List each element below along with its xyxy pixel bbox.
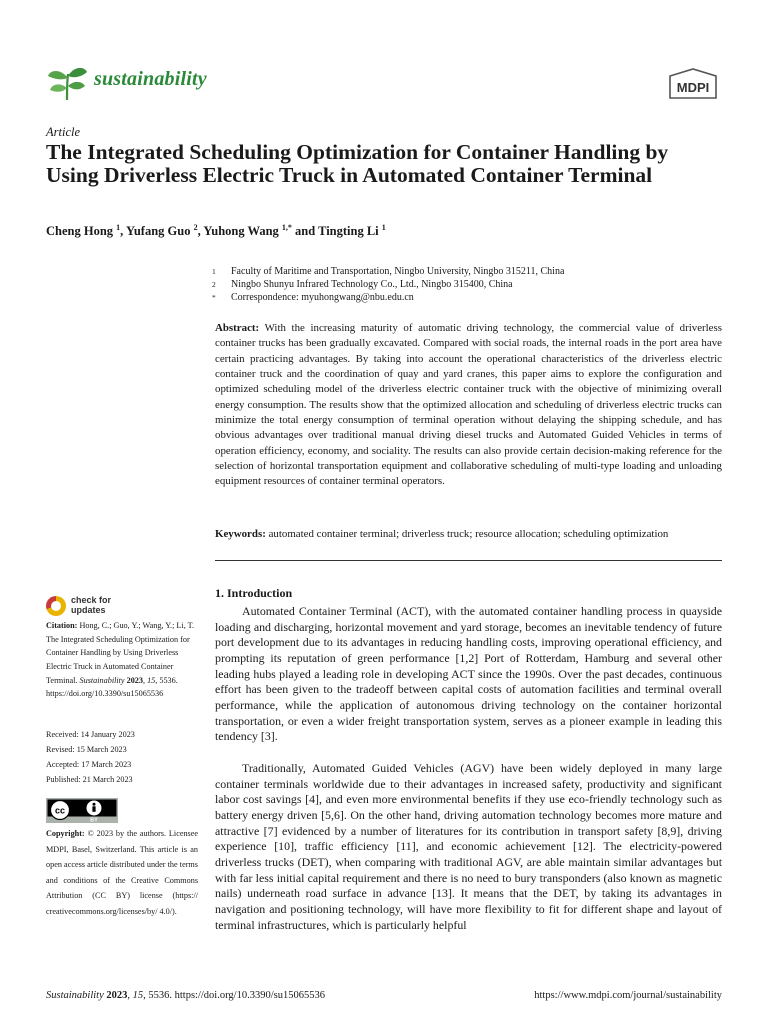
mdpi-logo-icon[interactable]	[664, 68, 722, 102]
copyright-text: © 2023 by the authors. Licensee MDPI, Basel, Switzerland. This article is an open access article distributed under the terms and conditions of the Creative Commons Attribution (CC BY) license (https:// creativecommons.org/licenses/by/ 4.0/).	[46, 829, 199, 916]
correspondence-row	[212, 291, 414, 304]
article-title: The Integrated Scheduling Optimization for Container Handling by Using Driverless Electric Truck in Automated Container Terminal	[46, 140, 669, 187]
footer-year: 2023	[106, 990, 128, 1001]
cc-badge-text: BY	[90, 817, 98, 823]
received-date: Received: 14 January 2023	[46, 730, 135, 739]
author-affiliation-mark: 1	[381, 222, 386, 232]
svg-text:cc: cc	[54, 805, 66, 816]
keywords	[215, 527, 722, 542]
footer-doi[interactable]: , 5536. https://doi.org/10.3390/su15065536	[143, 990, 325, 1001]
author-separator: ,	[120, 224, 126, 238]
sustainability-logo-icon	[46, 64, 88, 102]
affiliation-mark: 2	[212, 280, 216, 289]
keywords-text: automated container terminal; driverless truck; resource allocation; scheduling optimization	[268, 528, 669, 540]
author-list	[46, 224, 386, 239]
journal-name[interactable]: sustainability	[94, 68, 207, 90]
author-separator: and	[291, 224, 319, 238]
keywords-label: Keywords:	[215, 528, 266, 540]
published-date: Published: 21 March 2023	[46, 775, 133, 784]
creative-commons-license-icon[interactable]	[46, 798, 118, 823]
citation-year: 2023	[126, 675, 143, 685]
check-for-updates-line2: updates	[71, 605, 106, 615]
abstract-label: Abstract:	[215, 322, 260, 334]
mdpi-logo-text: MDPI	[676, 80, 710, 95]
check-for-updates-button[interactable]	[46, 594, 136, 618]
section-heading: 1. Introduction	[215, 586, 293, 600]
author-affiliation-mark: 1,*	[281, 222, 292, 232]
author-affiliation-mark: 1	[116, 222, 121, 232]
author-name[interactable]: Cheng Hong	[46, 224, 114, 238]
section-divider	[215, 560, 722, 561]
citation-volume: 15	[147, 675, 156, 685]
citation: Citation: Hong, C.; Guo, Y.; Wang, Y.; Li, T. The Integrated Scheduling Optimization for Container Handling by Using Driverless Electric Truck in Automated Container Terminal. Sustainability 2023, 15, 5536. https://doi.org/10.3390/su15065536	[46, 621, 195, 699]
author-name[interactable]: Yufang Guo	[125, 224, 191, 238]
footer-journal: Sustainability	[46, 990, 104, 1001]
affiliation-row	[212, 265, 564, 278]
check-for-updates-line1: check for	[71, 595, 112, 605]
check-for-updates-label	[71, 595, 111, 615]
abstract-text: With the increasing maturity of automatic driving technology, the commercial value of driverless container trucks has been gradually excavated. Compared with social roads, the internal roads in the port area have certain practicing advantages. By taking into account the operational characteristics of the driverless electric container truck and the coordination of quay and yard cranes, this paper aims to explore the configuration and optimized scheduling model of the driverless electric container truck with the objective of minimizing overall energy consumption. The results show that the optimized allocation and scheduling of driverless electric trucks can minimize the total energy consumption of terminal operation without delaying the shipping schedule, and has obvious advantages over traditional manual driving diesel trucks and Automated Guided Vehicles in terms of operation efficiency, economy, and sociality. The results can also provide certain decision-making reference for the selection of horizontal transportation equipment and collaborative scheduling of multi-type loading and unloading equipment resources of container terminal operators.	[215, 322, 722, 488]
citation-doi[interactable]: , 5536. https://doi.org/10.3390/su15065536	[46, 675, 178, 699]
footer-citation: Sustainability 2023, 15, 5536. https://doi.org/10.3390/su15065536	[46, 990, 325, 1001]
correspondence-text[interactable]: Correspondence: myuhongwang@nbu.edu.cn	[231, 292, 414, 303]
author-name[interactable]: Tingting Li	[318, 224, 379, 238]
affiliation-text: Faculty of Maritime and Transportation, Ningbo University, Ningbo 315211, China	[231, 266, 565, 277]
footer-volume: 15	[132, 990, 144, 1001]
author-name[interactable]: Yuhong Wang	[203, 224, 279, 238]
author-affiliation-mark: 2	[193, 222, 198, 232]
check-for-updates-icon	[46, 596, 66, 616]
copyright-notice	[46, 826, 198, 920]
body-paragraph: Automated Container Terminal (ACT), with the automated container handling process in quayside loading and discharging, horizontal movement and yard storage, becomes an inevitable tendency of future port development due to its advantages in reducing handling costs, improving operational efficiency, and prompting its reputation of green performance [1,2] Port of Rotterdam, Hamburg and several other leading hubs played a leading role in developing ACT since the 1990s. Over the past decades, continuous effort has been given to the tradeoff between capital costs of automation facilities and terminal overall performance, while the application of autonomous driving technology on the container horizontal transportation, or even a wider freight transportation system, serves as a pioneer example in leading this tendency [3].	[215, 604, 722, 744]
author-separator: ,	[197, 224, 204, 238]
copyright-label: Copyright:	[46, 829, 85, 838]
abstract	[215, 321, 722, 490]
affiliation-mark: *	[212, 293, 216, 302]
body-paragraph: Traditionally, Automated Guided Vehicles (AGV) have been widely deployed in many large container terminals worldwide due to their advantages in increased safety, productivity and significant labor cost savings [4], and even more environmental benefits if they use eco-friendly technology such as battery energy driven [5,6]. On the other hand, driving automation technology becomes more mature and attractive [7] evidenced by a number of literatures for its contribution in transport safety [8,9], driving experience [10], traffic efficiency [11], and economic achievement [12]. The electricity-powered driverless trucks (DET), when comparing with traditional AGV, are able maintain similar advantages but with far less initial capital requirement and there is no need to bury transponders (also known as magnetic nails) underneath road surface in advance [13]. It means that the DET, by taking its advantages in navigation and positioning technology, will have more flexibility to fit for different shape and layout of terminal infrastructures, which is particularly helpful	[215, 761, 722, 932]
revised-date: Revised: 15 March 2023	[46, 745, 127, 754]
footer-journal-url[interactable]: https://www.mdpi.com/journal/sustainability	[534, 990, 722, 1001]
accepted-date: Accepted: 17 March 2023	[46, 760, 132, 769]
citation-journal: Sustainability	[79, 675, 125, 685]
affiliation-row	[212, 278, 513, 291]
citation-label: Citation:	[46, 621, 78, 630]
affiliation-text: Ningbo Shunyu Infrared Technology Co., Ltd., Ningbo 315400, China	[231, 279, 513, 290]
affiliation-mark: 1	[212, 267, 216, 276]
citation-authors: Hong, C.; Guo, Y.; Wang, Y.; Li, T. The Integrated Scheduling Optimization for Container Handling by Using Driverless Electric Truck in Automated Container Terminal.	[46, 621, 195, 685]
article-type: Article	[46, 125, 81, 139]
